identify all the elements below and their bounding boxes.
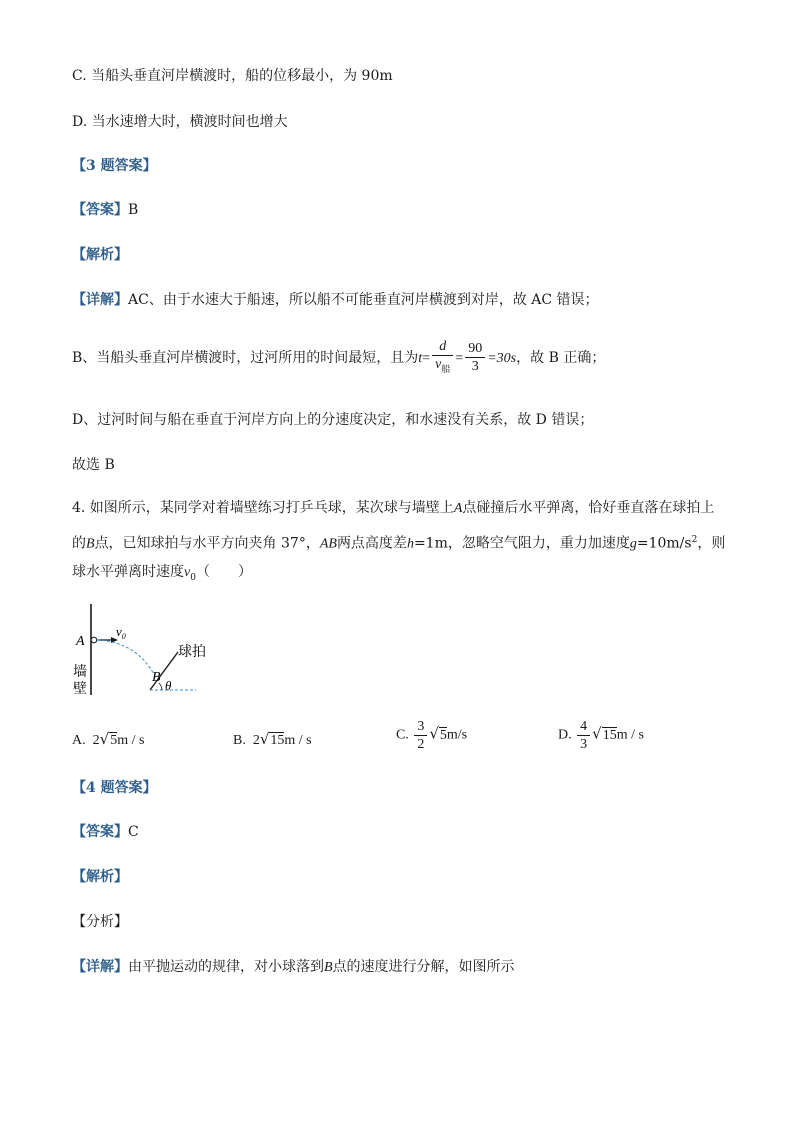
sqrt-icon: √	[259, 730, 270, 748]
option-radicand: 15	[270, 733, 285, 748]
q4-answer-line	[72, 822, 139, 842]
v-variable: v	[435, 357, 442, 372]
option-letter: C.	[396, 727, 409, 743]
option-unit: m / s	[284, 733, 312, 748]
sqrt-icon: √	[99, 730, 110, 748]
detail-label: 【详解】	[72, 959, 128, 975]
segment-ab: AB	[319, 536, 337, 552]
option-radicand: 5	[439, 727, 447, 743]
v0-sub: 0	[121, 632, 126, 641]
q4-text: =1m，忽略空气阻力，重力加速度	[413, 535, 630, 552]
q4-answer-heading: 【4 题答案】	[72, 780, 157, 796]
point-a: A	[453, 501, 463, 516]
option-radicand: 5	[110, 733, 118, 748]
label-a: A	[76, 634, 85, 649]
q3-answer-line	[72, 200, 138, 220]
label-b: B	[152, 670, 161, 685]
option-unit: m/s	[446, 727, 468, 743]
q4-text: 两点高度差	[336, 535, 407, 552]
detail-text: AC、由于水速大于船速，所以船不可能垂直河岸横渡到对岸，故 AC 错误；	[128, 292, 599, 308]
q4-analysis-sub: 【分析】	[72, 914, 128, 930]
option-d	[558, 718, 644, 753]
q4-line-3	[72, 562, 252, 588]
q3-d-line: D、过河时间与船在垂直于河岸方向上的分速度决定，和水速没有关系，故 D 错误；	[72, 412, 594, 428]
option-letter: B.	[233, 733, 246, 748]
wall-racket-figure	[70, 600, 220, 700]
option-unit: m / s	[117, 733, 145, 748]
ball-at-a	[91, 637, 97, 643]
superscript-2: 2	[691, 535, 698, 545]
fraction-denominator: 2	[417, 737, 425, 752]
height-h: h	[406, 536, 414, 552]
option-radicand: 15	[602, 727, 617, 743]
label-theta: θ	[165, 678, 172, 693]
label-v0	[116, 624, 126, 641]
q4-analysis-heading: 【解析】	[72, 869, 128, 885]
answer-value: C	[128, 824, 139, 840]
detail-text: 由平抛运动的规律，对小球落到	[128, 959, 324, 975]
q4-text: 点碰撞后水平弹离，恰好垂直落在球拍上	[462, 500, 715, 516]
result-30s: =30s	[487, 350, 517, 366]
formula-prefix: B、当船头垂直河岸横渡时，过河所用的时间最短，且为	[72, 349, 419, 366]
denominator-v	[432, 356, 453, 378]
v0-variable: v	[184, 565, 191, 580]
t-variable: t	[418, 350, 423, 366]
option-b	[233, 726, 312, 754]
detail-text: 点的速度进行分解，如图所示	[332, 959, 515, 975]
sqrt-icon: √	[592, 724, 602, 743]
v0-subscript: 0	[190, 572, 196, 583]
sqrt-icon: √	[429, 724, 439, 743]
equals-sign-2: =	[455, 350, 464, 366]
q4-line-2	[72, 530, 725, 555]
option-fraction	[414, 718, 427, 753]
fraction-d-over-v	[432, 338, 453, 378]
q4-text: =10m/s	[636, 535, 692, 552]
q4-line-1	[72, 498, 714, 519]
numerator-90: 90	[465, 340, 485, 358]
equals-sign: =	[422, 350, 431, 366]
denominator-3: 3	[471, 359, 479, 375]
option-coef: 2	[252, 733, 260, 748]
point-b: B	[86, 536, 95, 552]
q3-conclusion: 故选 B	[72, 457, 115, 473]
option-letter: A.	[72, 733, 86, 748]
detail-label: 【详解】	[72, 292, 128, 308]
label-wall-2: 壁	[73, 682, 87, 697]
v0-letter: v	[116, 624, 122, 639]
option-c-text: C. 当船头垂直河岸横渡时，船的位移最小，为 90m	[72, 68, 393, 84]
answer-label: 【答案】	[72, 824, 128, 840]
option-coef: 2	[92, 733, 100, 748]
q4-detail-line	[72, 957, 515, 978]
answer-label: 【答案】	[72, 202, 128, 218]
option-d-text: D. 当水速增大时，横渡时间也增大	[72, 114, 288, 130]
option-letter: D.	[558, 727, 572, 743]
point-b: B	[324, 960, 333, 975]
label-racket: 球拍	[178, 645, 206, 660]
option-c	[396, 718, 467, 753]
v-subscript: 船	[441, 363, 451, 374]
q4-text: 球水平弹离时速度	[72, 564, 184, 580]
q3-formula-line	[72, 338, 605, 378]
fraction-numerator: 3	[414, 718, 427, 736]
option-a	[72, 726, 144, 754]
q3-answer-heading: 【3 题答案】	[72, 158, 157, 174]
answer-value: B	[128, 202, 139, 218]
q3-analysis-heading: 【解析】	[72, 247, 128, 263]
q4-text: （ ）	[195, 564, 252, 580]
fraction-90-over-3	[465, 340, 485, 375]
fraction-denominator: 3	[580, 737, 588, 752]
q4-text: 点，已知球拍与水平方向夹角 37°，	[94, 535, 320, 552]
formula-suffix: ，故 B 正确；	[516, 349, 606, 366]
option-unit: m / s	[616, 727, 644, 743]
label-wall-1: 墙	[73, 665, 87, 680]
q4-text: ，则	[697, 535, 726, 552]
numerator-d: d	[432, 338, 453, 356]
gravity-g: g	[629, 536, 637, 552]
q4-text: 4. 如图所示，某同学对着墙壁练习打乒乓球，某次球与墙壁上	[72, 500, 454, 516]
fraction-numerator: 4	[577, 718, 590, 736]
trajectory-curve	[97, 640, 156, 678]
q4-text: 的	[72, 535, 86, 552]
q3-detail-line	[72, 290, 599, 310]
option-fraction	[577, 718, 590, 753]
